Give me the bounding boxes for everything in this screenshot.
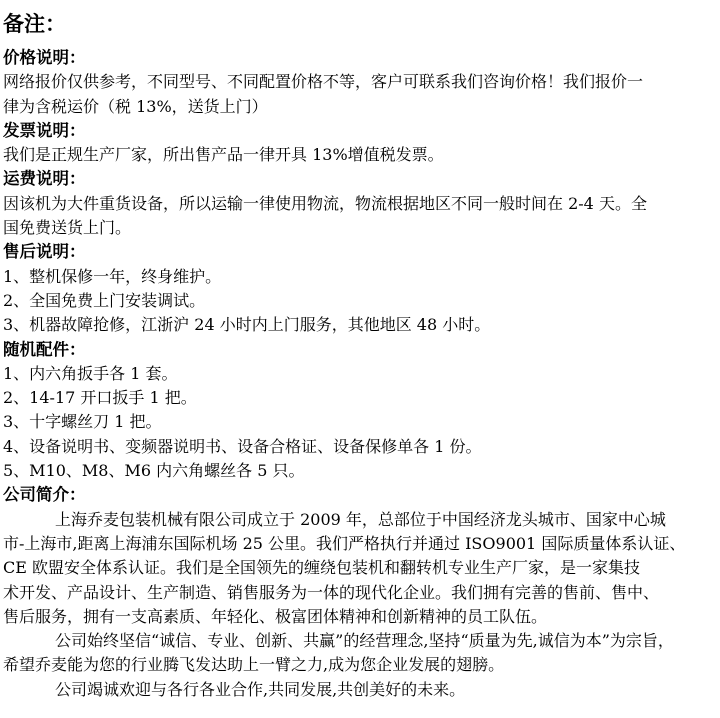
- section-heading-shipping: 运费说明：: [3, 169, 86, 189]
- section-heading-price: 价格说明：: [3, 48, 86, 67]
- list-item: 2、全国免费上门安装调试。: [3, 290, 206, 310]
- text-line: 公司始终坚信“诚信、专业、创新、共赢”的经营理念,坚持“质量为先,诚信为本”为宗旨，: [55, 631, 674, 651]
- list-item: 5、M10、M8、M6 内六角螺丝各 5 只。: [3, 461, 305, 481]
- list-item: 1、内六角扳手各 1 套。: [3, 363, 178, 383]
- list-item: 3、机器故障抢修，江浙沪 24 小时内上门服务，其他地区 48 小时。: [3, 315, 491, 335]
- text-line: 因该机为大件重货设备，所以运输一律使用物流，物流根据地区不同一般时间在 2-4 天。全: [3, 193, 647, 213]
- text-line: CE 欧盟安全体系认证。我们是全国领先的缠绕包装机和翻转机专业生产厂家，是一家集技: [3, 558, 641, 578]
- list-item: 4、设备说明书、变频器说明书、设备合格证、设备保修单各 1 份。: [3, 436, 482, 456]
- doc-title: 备注：: [3, 11, 66, 36]
- text-line: 售后服务，拥有一支高素质、年轻化、极富团体精神和创新精神的员工队伍。: [3, 606, 548, 626]
- text-line: 我们是正规生产厂家，所出售产品一律开具 13%增值税发票。: [3, 145, 444, 165]
- text-line: 术开发、产品设计、生产制造、销售服务为一体的现代化企业。我们拥有完善的售前、售中、: [3, 582, 660, 602]
- text-line: 上海乔麦包装机械有限公司成立于 2009 年，总部位于中国经济龙头城市、国家中心城: [55, 509, 666, 529]
- section-heading-invoice: 发票说明：: [3, 120, 86, 140]
- text-line: 希望乔麦能为您的行业腾飞发达助上一臂之力,成为您企业发展的翅膀。: [3, 655, 505, 675]
- list-item: 2、14-17 开口扳手 1 把。: [3, 388, 197, 408]
- section-heading-aftersales: 售后说明：: [3, 242, 86, 262]
- section-heading-accessories: 随机配件：: [3, 339, 86, 359]
- text-line: 网络报价仅供参考，不同型号、不同配置价格不等，客户可联系我们咨询价格！我们报价一: [3, 72, 644, 92]
- text-line: 国免费送货上门。: [3, 218, 132, 238]
- text-line: 律为含税运价（税 13%，送货上门）: [3, 96, 268, 116]
- list-item: 3、十字螺丝刀 1 把。: [3, 412, 162, 432]
- list-item: 1、整机保修一年，终身维护。: [3, 266, 222, 286]
- section-heading-company-intro: 公司简介：: [3, 485, 86, 505]
- text-line: 市-上海市,距离上海浦东国际机场 25 公里。我们严格执行并通过 ISO9001 国际质量体系认证、: [3, 533, 686, 553]
- text-line: 公司竭诚欢迎与各行各业合作,共同发展,共创美好的未来。: [55, 679, 466, 699]
